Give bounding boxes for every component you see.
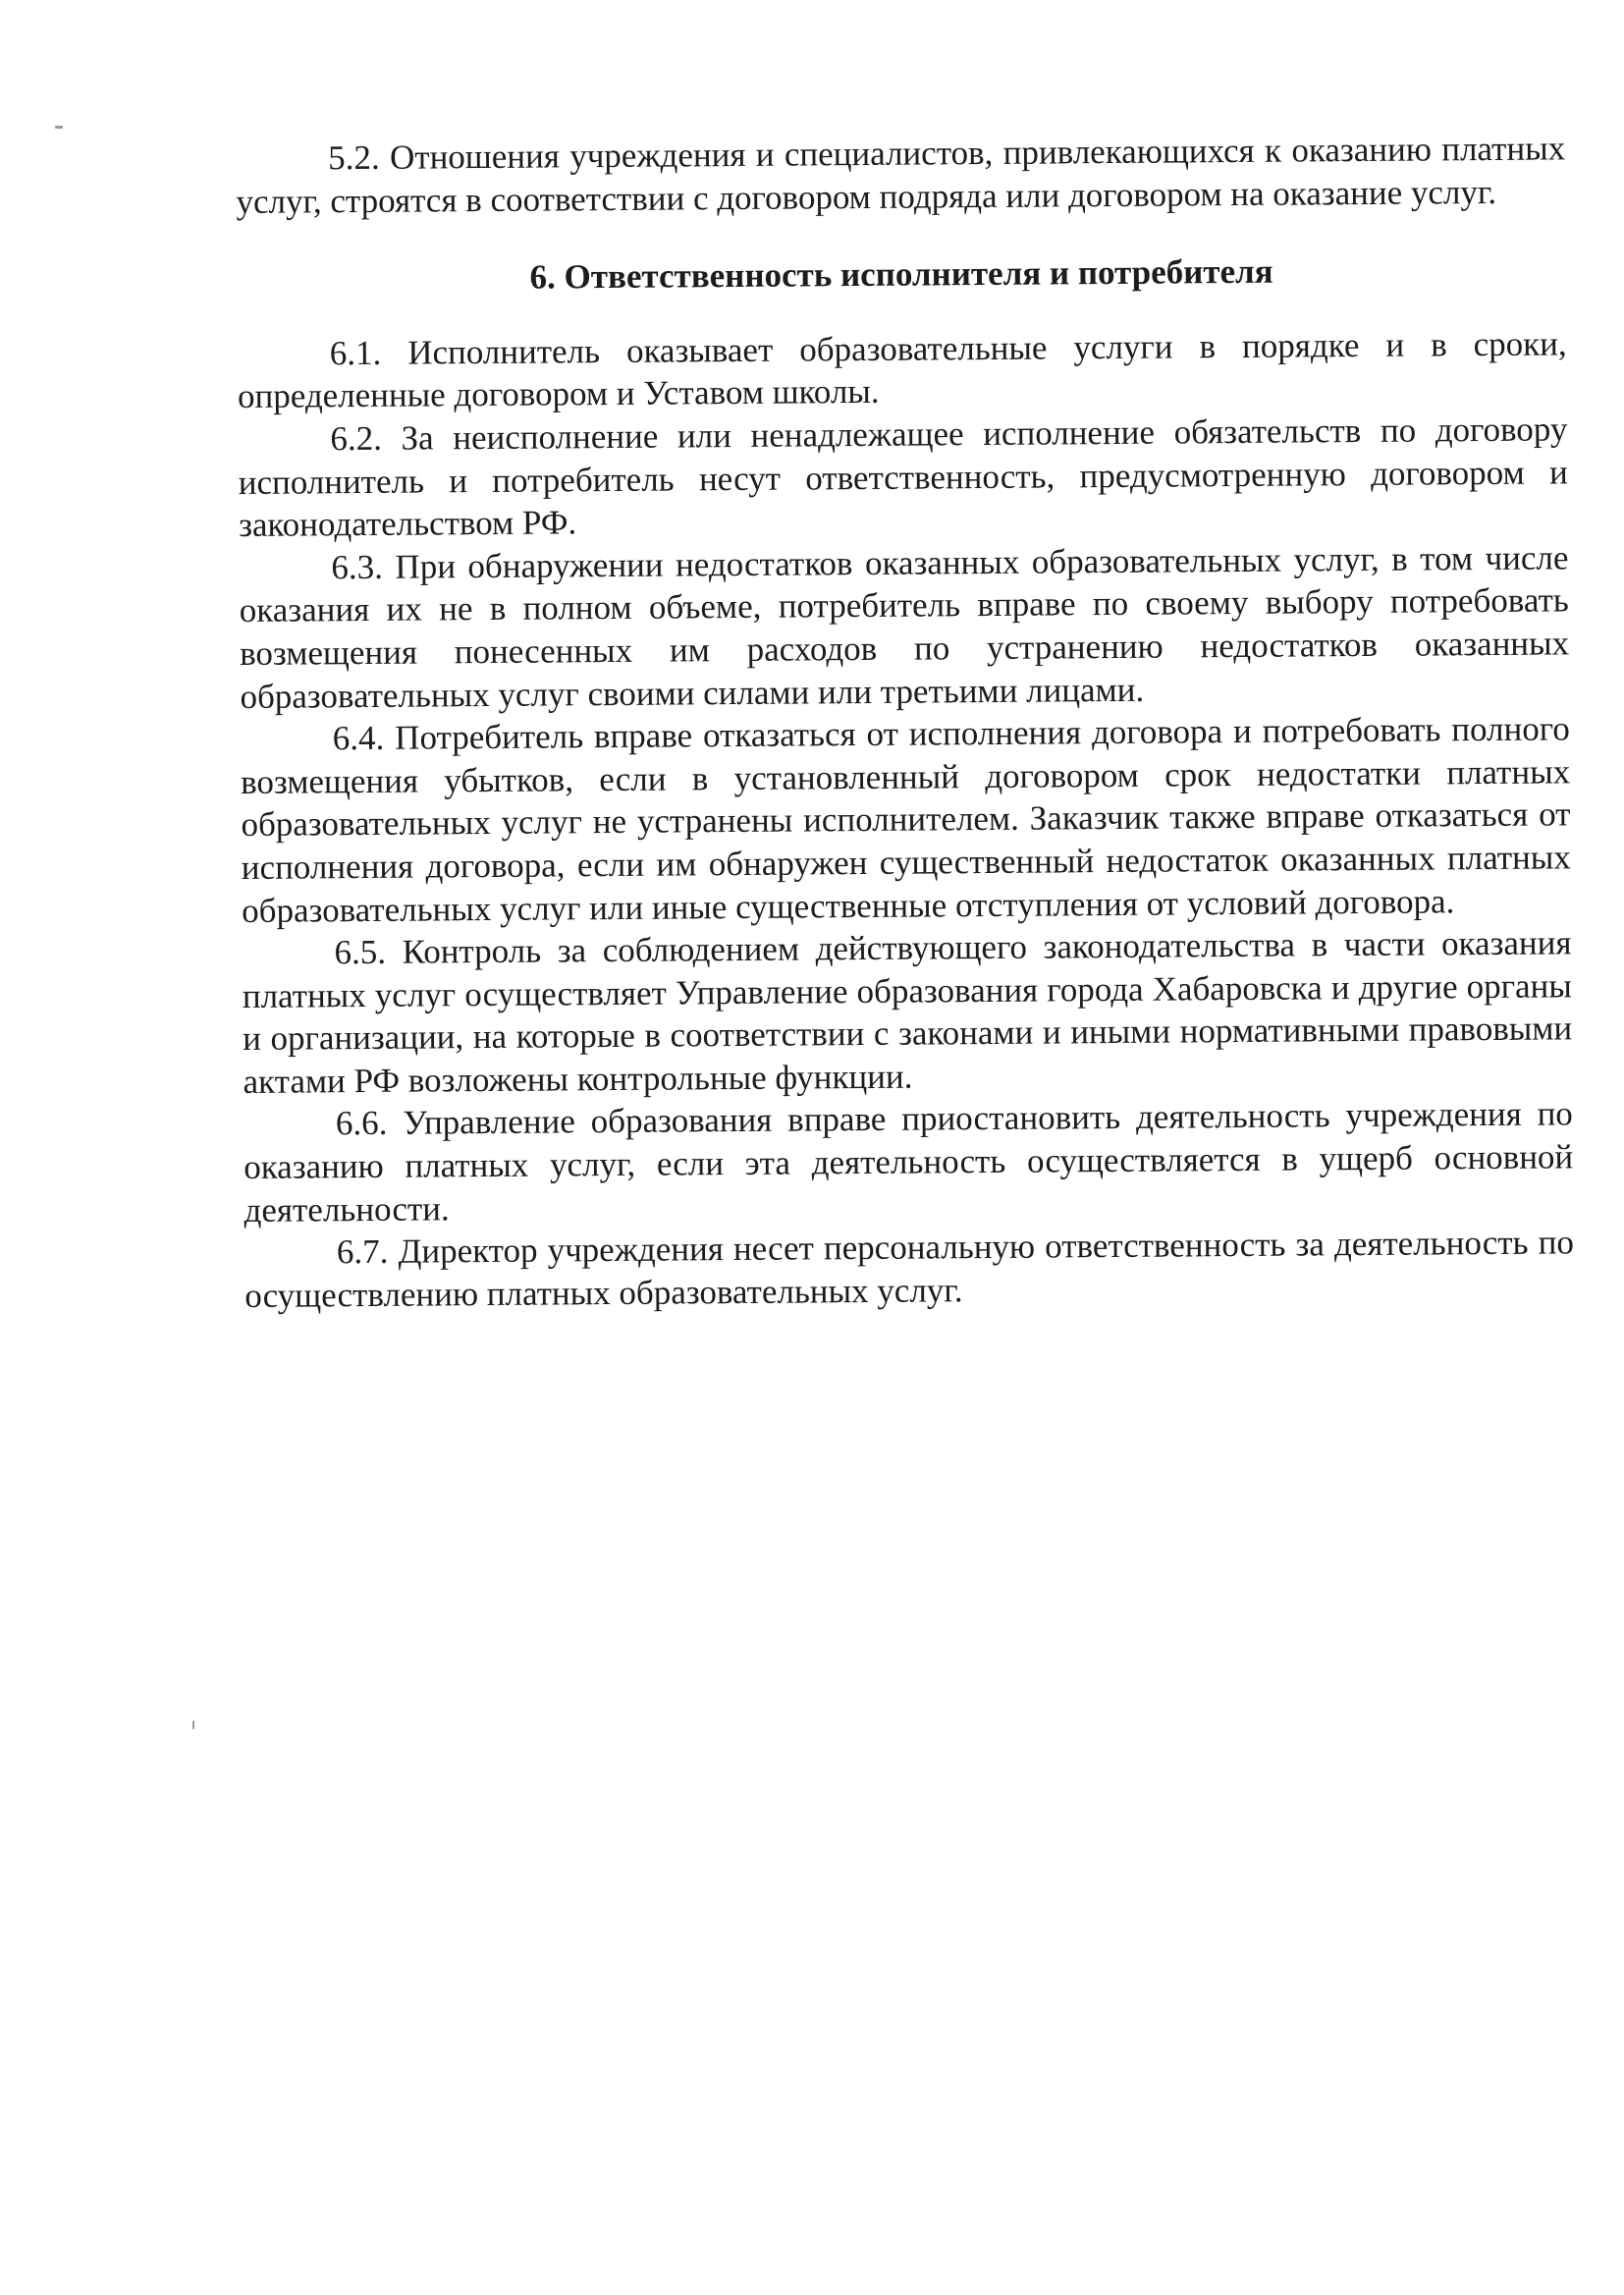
- paragraph-6-4: 6.4. Потребитель вправе отказаться от исполнения договора и потребовать полного возмещения убытков, если в установленный договором срок недостатки платных образовательных услуг не устранены исполнителем. Заказчик также вправе отказаться от исполнения договора, если им обнаружен существенный недостаток оказанных платных образовательных услуг или иные существенные отступления от условий договора.: [241, 709, 1571, 930]
- paragraph-6-3: 6.3. При обнаружении недостатков оказанных образовательных услуг, в том числе оказания их не в полном объеме, потребитель вправе по своему выбору потребовать возмещения понесенных им расходов по устранению недостатков оказанных образовательных услуг своими силами или третьими лицами.: [239, 538, 1570, 716]
- paragraph-6-2: 6.2. За неисполнение или ненадлежащее исполнение обязательств по договору исполнитель и потребитель несут ответственность, предусмотренную договором и законодательством РФ.: [238, 410, 1568, 545]
- paragraph-6-7: 6.7. Директор учреждения несет персональную ответственность за деятельность по осуществлению платных образовательных услуг.: [244, 1223, 1575, 1315]
- scan-speck: [55, 126, 63, 129]
- document-body: [236, 127, 1574, 1317]
- paragraph-6-1: 6.1. Исполнитель оказывает образовательные услуги в порядке и в сроки, определенные договором и Уставом школы.: [237, 324, 1567, 416]
- paragraph-6-6: 6.6. Управление образования вправе приостановить деятельность учреждения по оказанию платных услуг, если эта деятельность осуществляется в ущерб основной деятельности.: [244, 1094, 1574, 1229]
- paragraph-6-5: 6.5. Контроль за соблюдением действующего законодательства в части оказания платных услуг осуществляет Управление образования города Хабаровска и другие органы и организации, на которые в соответствии с законами и иными нормативными правовыми актами РФ возложены контрольные функции.: [242, 923, 1573, 1101]
- section-6-heading: 6. Ответственность исполнителя и потребителя: [529, 251, 1273, 297]
- scan-speck: [192, 1721, 194, 1729]
- paragraph-5-2: 5.2. Отношения учреждения и специалистов, привлекающихся к оказанию платных услуг, строятся в соответствии с договором подряда или договором на оказание услуг.: [236, 129, 1566, 221]
